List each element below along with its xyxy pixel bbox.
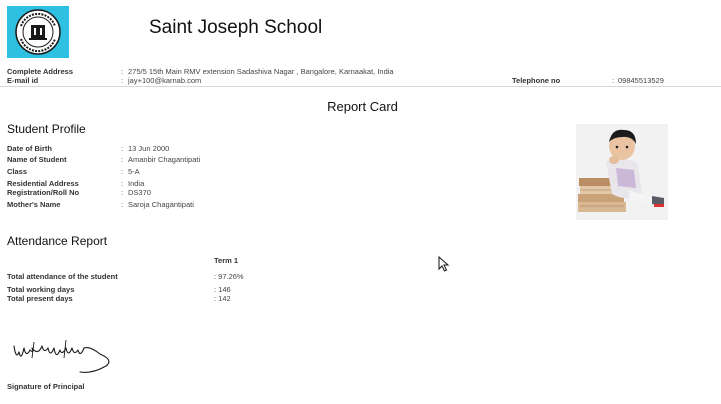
- header-divider: [0, 86, 721, 87]
- roll-no-label: Registration/Roll No: [7, 188, 80, 197]
- attendance-section-title: Attendance Report: [7, 234, 108, 248]
- working-days-value: : 146: [214, 285, 231, 294]
- present-days-value: : 142: [214, 294, 231, 303]
- roll-no-value: DS370: [128, 188, 151, 197]
- profile-section-title: Student Profile: [7, 122, 86, 136]
- mother-name-label: Mother's Name: [7, 200, 61, 209]
- total-attendance-label: Total attendance of the student: [7, 272, 118, 281]
- student-name-label: Name of Student: [7, 155, 67, 164]
- email-label: E-mail id: [7, 76, 39, 85]
- residential-address-colon: :: [121, 179, 124, 188]
- residential-address-value: India: [128, 179, 145, 188]
- email-colon: :: [121, 76, 124, 85]
- class-colon: :: [121, 167, 124, 176]
- school-name: Saint Joseph School: [149, 17, 323, 38]
- student-name-colon: :: [121, 155, 124, 164]
- phone-value: 09845513529: [618, 76, 664, 85]
- school-logo: [7, 6, 69, 58]
- residential-address-label: Residential Address: [7, 179, 79, 188]
- address-colon: :: [121, 67, 124, 76]
- mother-name-colon: :: [121, 200, 124, 209]
- student-photo: [576, 124, 668, 220]
- principal-signature: [10, 336, 120, 378]
- phone-colon: :: [612, 76, 615, 85]
- phone-label: Telephone no: [512, 76, 561, 85]
- class-label: Class: [7, 167, 28, 176]
- address-label: Complete Address: [7, 67, 73, 76]
- roll-no-colon: :: [121, 188, 124, 197]
- present-days-label: Total present days: [7, 294, 73, 303]
- dob-colon: :: [121, 144, 124, 153]
- email-value: jay+100@karnab.com: [128, 76, 202, 85]
- working-days-label: Total working days: [7, 285, 75, 294]
- dob-label: Date of Birth: [7, 144, 52, 153]
- mother-name-value: Saroja Chagantipati: [128, 200, 194, 209]
- report-title: Report Card: [327, 99, 398, 114]
- dob-value: 13 Jun 2000: [128, 144, 170, 153]
- signature-label: Signature of Principal: [7, 382, 85, 391]
- class-value: 5-A: [128, 167, 140, 176]
- address-value: 275/5 15th Main RMV extension Sadashiva Nagar , Bangalore, Karnaakat, India: [128, 67, 394, 76]
- student-name-value: Amanbir Chagantipati: [128, 155, 201, 164]
- mouse-pointer-icon: [438, 256, 450, 272]
- total-attendance-value: : 97.26%: [214, 272, 244, 281]
- term-header: Term 1: [214, 256, 239, 265]
